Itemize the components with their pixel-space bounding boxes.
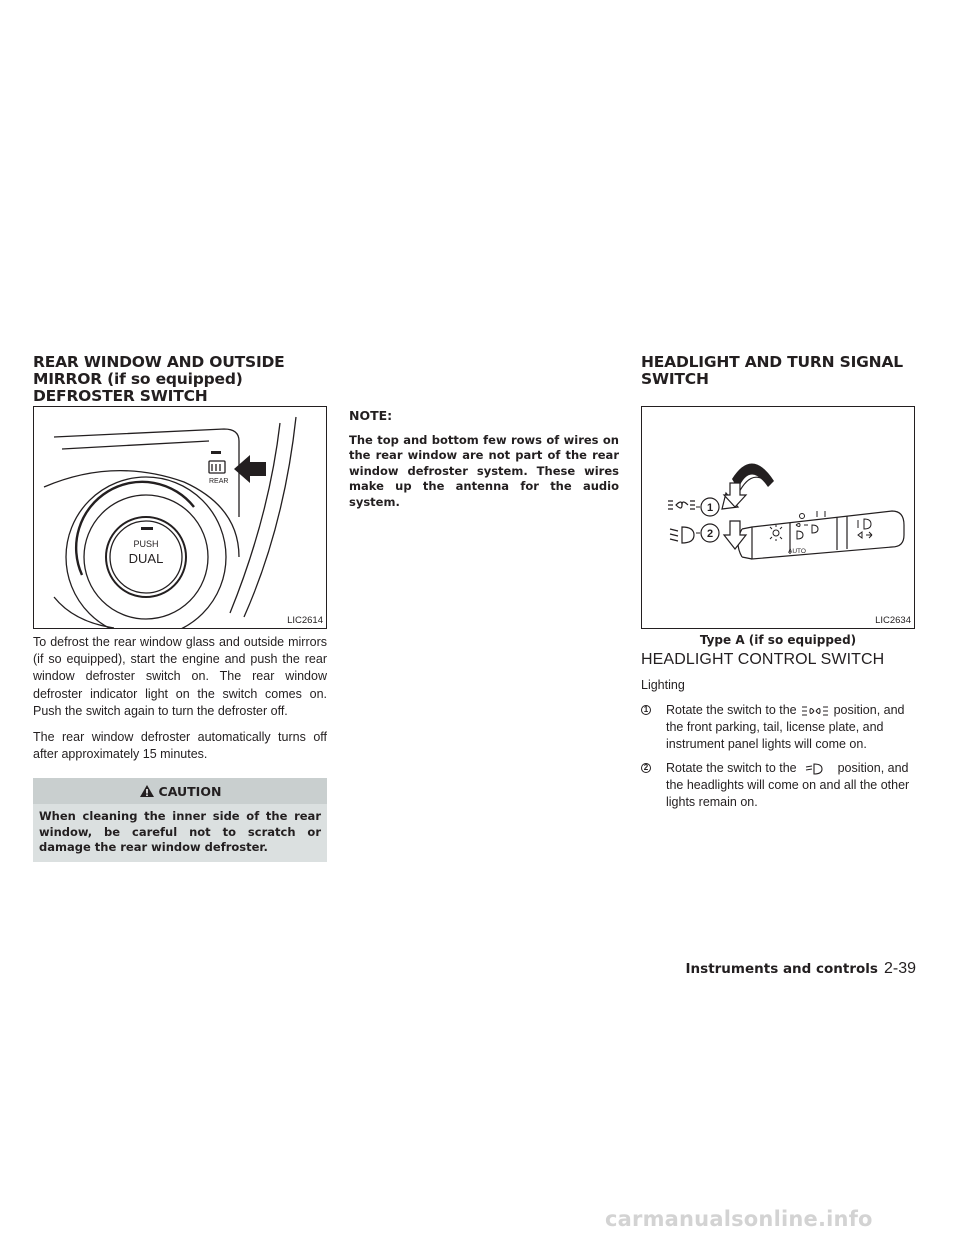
parking-light-icon: [800, 705, 830, 717]
defroster-description: [33, 634, 327, 763]
headlight-icon: [670, 527, 694, 543]
defroster-switch-illustration: [34, 407, 326, 628]
paragraph: The rear window defroster automatically turns off after approximately 15 minutes.: [33, 730, 327, 762]
caution-body: When cleaning the inner side of the rear window, be careful not to scratch or damage the rear window defroster.: [33, 804, 327, 862]
right-section-title: HEADLIGHT AND TURN SIGNAL SWITCH: [641, 353, 903, 388]
callout-1: [696, 498, 719, 516]
push-label: PUSH: [133, 539, 159, 549]
figure-id: LIC2634: [875, 615, 911, 626]
step-2: 2 Rotate the switch to the position, and the headlights will come on and all the other lights remain on.: [641, 760, 915, 812]
paragraph: To defrost the rear window glass and outside mirrors (if so equipped), start the engine and push the rear window defroster switch on. The rear window defroster indicator light on the switch comes on. Push the switch again to turn the defroster off.: [33, 635, 327, 718]
step-number: 1: [641, 705, 651, 715]
defroster-switch-figure: [33, 406, 327, 629]
figure-id: LIC2614: [287, 615, 323, 626]
watermark: carmanualsonline.info: [605, 1207, 873, 1231]
left-section-title: REAR WINDOW AND OUTSIDE MIRROR (if so equipped) DEFROSTER SWITCH: [33, 353, 285, 405]
auto-label: AUTO: [788, 548, 806, 555]
headlight-switch-illustration: [642, 407, 914, 628]
page-footer: [686, 960, 916, 978]
step-number: 2: [641, 763, 651, 773]
headlight-control-heading: HEADLIGHT CONTROL SWITCH: [641, 651, 885, 668]
headlight-switch-figure: [641, 406, 915, 629]
caution-header: CAUTION: [33, 778, 327, 804]
figure-caption: Type A (if so equipped): [699, 633, 857, 647]
headlight-icon: [800, 763, 834, 775]
parking-light-icon: [668, 501, 695, 509]
footer-section-title: Instruments and controls: [685, 961, 878, 977]
lighting-label: Lighting: [641, 678, 685, 692]
dual-label: DUAL: [128, 551, 164, 566]
note-block: [349, 408, 619, 510]
caution-box: [33, 778, 327, 862]
rear-label: REAR: [209, 478, 229, 485]
note-label: NOTE:: [349, 408, 393, 423]
note-text: The top and bottom few rows of wires on the rear window are not part of the rear window defroster system. These wires make up the antenna for the audio system.: [349, 432, 619, 509]
warning-triangle-icon: [139, 784, 155, 798]
svg-text:2: 2: [706, 528, 714, 540]
rear-defrost-icon: [209, 461, 225, 473]
callout-2: [696, 524, 719, 542]
svg-text:1: 1: [706, 502, 714, 514]
page-number: 2-39: [883, 960, 916, 977]
step-1: 1 Rotate the switch to the position, and the front parking, tail, license plate, and instrument panel lights will come on.: [641, 702, 915, 754]
